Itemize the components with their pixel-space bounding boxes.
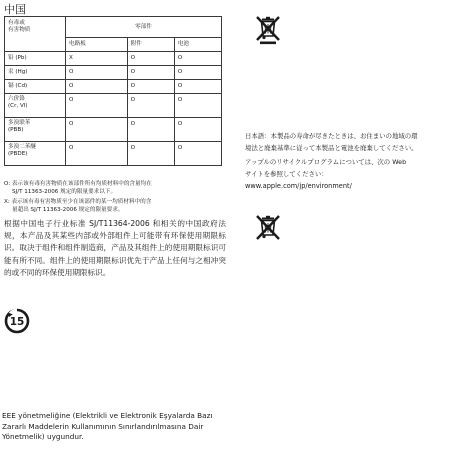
column-header-accessories: 附件 xyxy=(127,38,174,52)
row-label-line: 多溴联苯 xyxy=(8,120,31,126)
paragraph-line: 日本語：本製品の寿命が尽きたときは、お住まいの地域の環 xyxy=(245,132,418,140)
table-cell: O xyxy=(66,66,128,80)
epup-number: 15 xyxy=(9,315,25,328)
table-cell: O xyxy=(174,142,221,166)
table-cell: X xyxy=(66,52,128,66)
paragraph-line: Zararlı Maddelerin Kullanımının Sınırlandırılmasına Dair xyxy=(2,421,204,431)
row-label-line: 铅 (Pb) xyxy=(8,55,27,61)
table-cell: O xyxy=(174,66,221,80)
footnote-line: SJ/T 11363-2006 规定的限量要求以下。 xyxy=(12,189,117,195)
table-row xyxy=(5,142,222,166)
japan-recycling-paragraph xyxy=(245,156,465,192)
footnote-line: 量超出 SJ/T 11363-2006 规定的限量要求。 xyxy=(12,207,124,213)
row-label xyxy=(5,118,66,142)
parts-header: 零部件 xyxy=(66,17,222,38)
corner-label-line: 有毒或 xyxy=(8,20,25,26)
table-cell: O xyxy=(66,80,128,94)
row-label xyxy=(5,142,66,166)
environment-protection-use-period-icon xyxy=(4,308,30,334)
crossed-out-wheelie-bin-icon xyxy=(255,214,281,244)
paragraph-line: EEE yönetmeliğine (Elektrikli ve Elektronik Eşyalarda Bazı xyxy=(2,411,213,420)
column-header-battery: 电池 xyxy=(174,38,221,52)
row-label-line: (PBDE) xyxy=(8,150,28,157)
table-cell: O xyxy=(66,142,128,166)
table-cell: O xyxy=(127,94,174,118)
turkey-eee-paragraph xyxy=(2,411,228,443)
table-cell: O xyxy=(127,118,174,142)
china-epup-paragraph: 根据中国电子行业标准 SJ/T11364-2006 和相关的中国政府法规，本产品及其某些内部或外部组件上可能带有环保使用期限标识。取决于组件和组件制造商，产品及其组件上的使用期限标识可能有所不同。组件上的使用期限标识优先于产品上任何与之相冲突的或不同的环保使用期限标识。 xyxy=(4,219,226,277)
row-label xyxy=(5,52,66,66)
recycling-url[interactable]: www.apple.com/jp/environment/ xyxy=(245,182,352,190)
section-heading-china: 中国 xyxy=(4,3,26,16)
paragraph-line: Yönetmelik) uygundur. xyxy=(2,432,84,441)
table-cell: O xyxy=(66,118,128,142)
paragraph-line: サイトを参照してください： xyxy=(245,170,328,178)
row-label xyxy=(5,94,66,118)
row-label-line: 六价铬 xyxy=(8,96,25,102)
table-cell: O xyxy=(174,52,221,66)
row-label-line: 镉 (Cd) xyxy=(8,83,28,89)
row-label-line: 多溴二苯醚 xyxy=(8,144,36,150)
column-header-circuit-board: 电路板 xyxy=(66,38,128,52)
table-cell: O xyxy=(127,80,174,94)
table-cell: O xyxy=(127,66,174,80)
row-label-line: (PBB) xyxy=(8,126,24,133)
table-corner-label xyxy=(5,17,66,52)
table-row xyxy=(5,80,222,94)
table-cell: O xyxy=(66,94,128,118)
table-cell: O xyxy=(127,52,174,66)
row-label xyxy=(5,66,66,80)
table-cell: O xyxy=(174,118,221,142)
footnote-x xyxy=(4,198,226,214)
footnote-line: O: 表示该有毒有害物质在该部件所有均质材料中的含量均在 xyxy=(4,181,152,187)
table-cell: O xyxy=(174,80,221,94)
corner-label-line: 有害物质 xyxy=(8,26,31,33)
paragraph-line: 境法と廃棄基準に従って本製品と電池を廃棄してください。 xyxy=(245,144,418,152)
japan-disposal-paragraph xyxy=(245,130,465,154)
footnote-o xyxy=(4,180,226,196)
crossed-out-wheelie-bin-icon xyxy=(255,15,281,45)
paragraph-line: アップルのリサイクルプログラムについては、次の Web xyxy=(245,158,407,166)
row-label xyxy=(5,80,66,94)
table-cell: O xyxy=(127,142,174,166)
table-row xyxy=(5,52,222,66)
table-row xyxy=(5,118,222,142)
row-label-line: 汞 (Hg) xyxy=(8,69,28,75)
table-cell: O xyxy=(174,94,221,118)
table-row xyxy=(5,66,222,80)
hazardous-substances-table xyxy=(4,16,222,166)
footnote-line: X: 表示该有毒有害物质至少在该部件的某一均质材料中的含 xyxy=(4,199,152,205)
row-label-line: (Cr, VI) xyxy=(8,102,28,109)
table-row xyxy=(5,94,222,118)
